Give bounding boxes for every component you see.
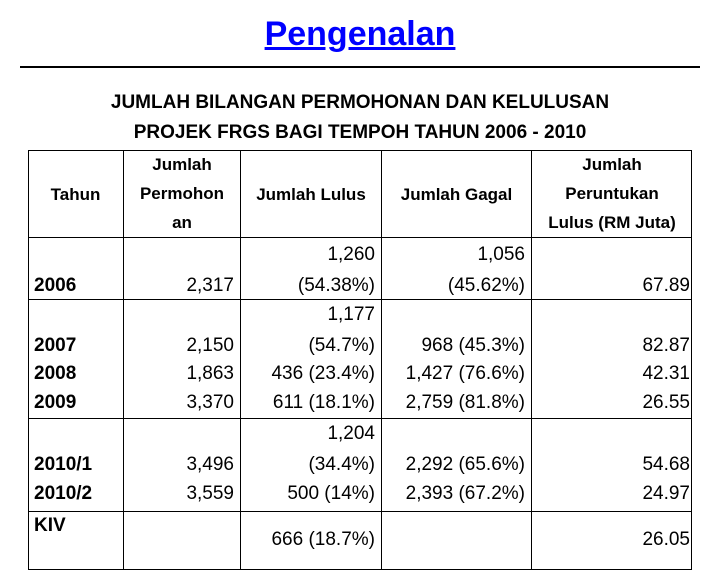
cell-tahun: 2006 (34, 275, 77, 296)
cell-lulus: 1,260 (54.38%) (297, 244, 375, 296)
cell-peruntukan: 26.05 (642, 529, 690, 550)
header-lulus: Jumlah Lulus (256, 185, 366, 204)
row-divider (28, 237, 692, 238)
cell-gagal: 2,292 (65.6%) (405, 454, 525, 475)
header-peruntukan: Jumlah Peruntukan Lulus (RM Juta) (548, 155, 676, 232)
cell-permohonan: 3,370 (186, 392, 234, 413)
row-divider (28, 511, 692, 512)
cell-lulus: 500 (14%) (287, 483, 375, 504)
cell-lulus: 1,177 (54.7%) (308, 304, 375, 356)
cell-permohonan: 3,559 (186, 483, 234, 504)
cell-peruntukan: 24.97 (642, 483, 690, 504)
header-permohonan: Jumlah Permohon an (139, 155, 225, 232)
cell-lulus: 611 (18.1%) (272, 392, 375, 413)
cell-tahun: KIV (34, 515, 66, 536)
cell-lulus: 1,204 (34.4%) (308, 423, 375, 475)
header-gagal: Jumlah Gagal (400, 185, 513, 204)
cell-peruntukan: 42.31 (642, 363, 690, 384)
cell-permohonan: 2,150 (186, 335, 234, 356)
cell-peruntukan: 54.68 (642, 454, 690, 475)
page-title: Pengenalan (264, 15, 456, 53)
cell-gagal: 968 (45.3%) (421, 335, 525, 356)
cell-lulus: 666 (18.7%) (271, 529, 375, 550)
cell-tahun: 2010/2 (34, 483, 93, 504)
cell-tahun: 2007 (34, 335, 77, 356)
cell-permohonan: 2,317 (186, 275, 234, 296)
cell-peruntukan: 82.87 (642, 335, 690, 356)
cell-tahun: 2008 (34, 363, 77, 384)
cell-permohonan: 1,863 (186, 363, 234, 384)
cell-peruntukan: 67.89 (642, 275, 690, 296)
cell-peruntukan: 26.55 (642, 392, 690, 413)
cell-tahun: 2009 (34, 392, 77, 413)
cell-gagal: 2,759 (81.8%) (405, 392, 525, 413)
table-caption (0, 88, 720, 148)
cell-gagal: 2,393 (67.2%) (405, 483, 525, 504)
cell-gagal: 1,427 (76.6%) (405, 363, 525, 384)
title-divider (20, 66, 700, 68)
cell-gagal: 1,056 (45.62%) (447, 244, 525, 296)
cell-permohonan: 3,496 (186, 454, 234, 475)
caption-line-1: JUMLAH BILANGAN PERMOHONAN DAN KELULUSAN (110, 92, 610, 113)
caption-line-2: PROJEK FRGS BAGI TEMPOH TAHUN 2006 - 2010 (133, 122, 587, 143)
cell-tahun: 2010/1 (34, 454, 93, 475)
header-tahun: Tahun (50, 185, 101, 204)
cell-lulus: 436 (23.4%) (271, 363, 375, 384)
